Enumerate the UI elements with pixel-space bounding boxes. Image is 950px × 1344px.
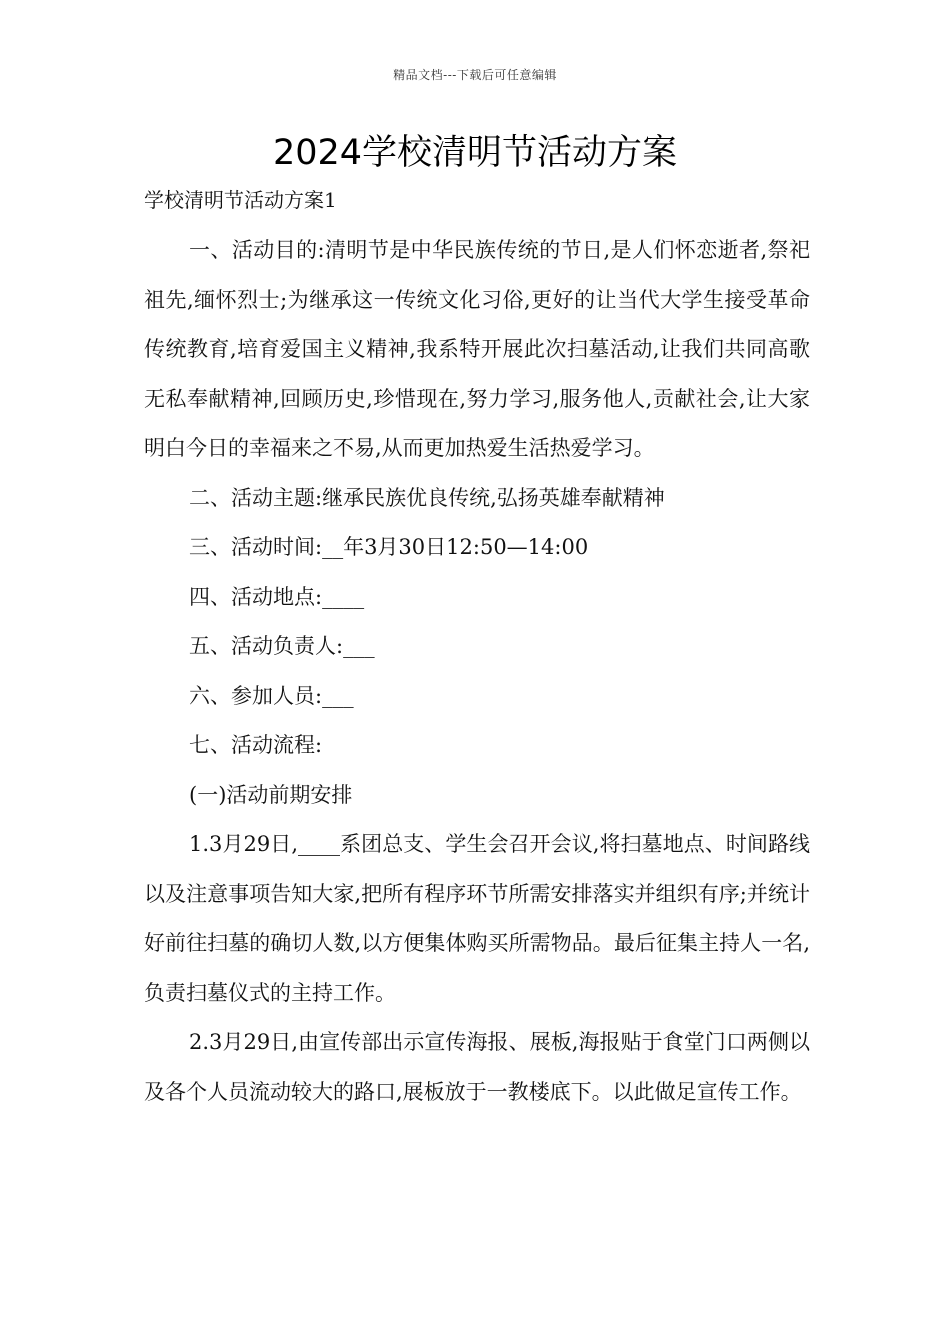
document-title: 2024学校清明节活动方案 [272, 133, 678, 173]
paragraph-step-2: 2.3月29日,由宣传部出示宣传海报、展板,海报贴于食堂门口两侧以及各个人员流动较大的路口,展板放于一教楼底下。以此做足宣传工作。 [144, 1030, 810, 1104]
paragraph-process: 七、活动流程: [189, 733, 323, 757]
paragraph-preparation: (一)活动前期安排 [189, 782, 353, 807]
paragraph-time: 三、活动时间:__年3月30日12:50—14:00 [189, 535, 589, 559]
paragraph-participants: 六、参加人员:___ [189, 683, 354, 708]
paragraph-leader: 五、活动负责人:___ [189, 634, 375, 658]
header-note: 精品文档---下载后可任意编辑 [393, 68, 557, 82]
paragraph-step-1: 1.3月29日,____系团总支、学生会召开会议,将扫墓地点、时间路线以及注意事项告知大家,把所有程序环节所需安排落实并组织有序;并统计好前往扫墓的确切人数,以方便集体购买所需物品。最后征集主持人一名,负责扫墓仪式的主持工作。 [144, 832, 810, 1005]
paragraph-location: 四、活动地点:____ [189, 584, 365, 609]
paragraph-purpose: 一、活动目的:清明节是中华民族传统的节日,是人们怀恋逝者,祭祀祖先,缅怀烈士;为继承这一传统文化习俗,更好的让当代大学生接受革命传统教育,培育爱国主义精神,我系特开展此次扫墓活动,让我们共同高歌无私奉献精神,回顾历史,珍惜现在,努力学习,服务他人,贡献社会,让大家明白今日的幸福来之不易,从而更加热爱生活热爱学习。 [144, 238, 810, 460]
document-body [144, 226, 810, 1117]
document-subtitle: 学校清明节活动方案1 [144, 188, 337, 212]
paragraph-theme: 二、活动主题:继承民族优良传统,弘扬英雄奉献精神 [189, 485, 665, 510]
